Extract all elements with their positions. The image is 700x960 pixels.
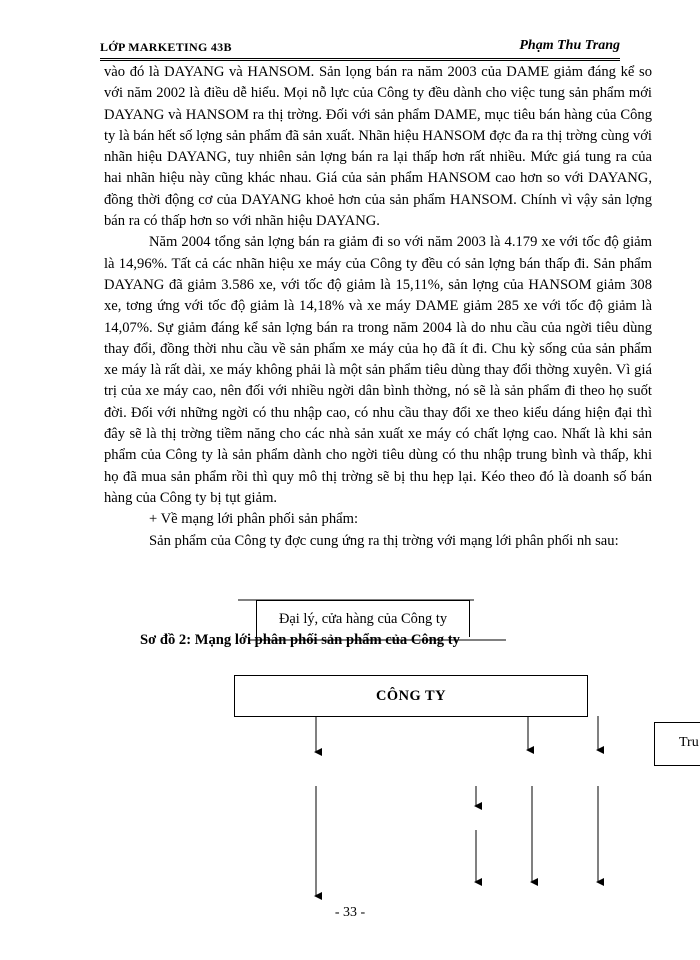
header-author-name: Phạm Thu Trang <box>519 38 620 53</box>
side-channel-box <box>654 722 700 766</box>
paragraph-4: Sản phẩm của Công ty đợc cung ứng ra thị trờng với mạng lới phân phối nh sau: <box>149 532 619 549</box>
paragraph-3: + Về mạng lới phân phối sản phẩm: <box>149 511 359 528</box>
company-box <box>234 675 588 717</box>
dealer-store-box <box>256 600 470 637</box>
header-class-label: LỚP MARKETING 43B <box>100 40 232 54</box>
diagram-title: Sơ đồ 2: Mạng lới phân phối sản phẩm của Công ty <box>140 632 460 648</box>
page-number: - 33 - <box>334 905 366 920</box>
dealer-store-label: Đại lý, cửa hàng của Công ty <box>278 611 448 627</box>
paragraph-2: Năm 2004 tổng sản lợng bán ra giảm đi so với năm 2003 là 4.179 xe với tốc độ giảm là 14,96%. Tất cả các nhãn hiệu xe máy của Công ty đều có sản lợng bán thấp đi. Sản phẩm DAYANG đã giảm 3.586 xe, với tốc độ giảm là 15,11%, sản lợng của HANSOM giảm 308 xe, tơng ứng với tốc độ giảm là 14,18% và xe máy DAME giảm 285 xe với tốc độ giảm là 14,07%. Sự giảm đáng kể sản lợng bán ra trong năm 2004 là do nhu cầu của ngời tiêu dùng thay đổi, đồng thời nhu cầu về sản phẩm xe máy của họ đã ít đi. Chu kỳ sống của sản phẩm xe máy là rất dài, xe máy không phải là một sản phẩm tiêu dùng thay đổi thờng xuyên. Vì giá trị của xe máy cao, nên đối với nhiều ngời dân bình thờng, nó sẽ là sản phẩm đi theo họ suốt đời. Đối với những ngời có thu nhập cao, có nhu cầu thay đổi xe theo kiểu dáng hiện đại thì đây sẽ là thị trờng tiềm năng cho các nhà sản xuất xe máy có chất lợng cao. Nhất là khi sản phẩm của Công ty là sản phẩm dành cho ngời tiêu dùng có thu nhập trung bình và thấp, khi họ đã mua sản phẩm rồi thì quy mô thị trờng sẽ bị thu hẹp lại. Kéo theo đó là doanh số bán hàng của Công ty bị tụt giảm. <box>104 234 652 506</box>
paragraph-1: vào đó là DAYANG và HANSOM. Sản lọng bán ra năm 2003 của DAME giảm đáng kể so với năm 2002 là điều dễ hiểu. Mọi nỗ lực của Công ty đều dành cho việc tung sản phẩm mới DAYANG và HANSOM ra thị trờng. Đối với sản phẩm DAME, mục tiêu bán hàng của Công ty là bán hết số lợng sản phẩm đã sản xuất. Nhãn hiệu HANSOM đợc đa ra thị trờng cùng với nhãn hiệu DAYANG, tuy nhiên sản lợng bán ra lại thấp hơn rất nhiều. Mức giá tung ra của hai nhãn hiệu này cũng khác nhau. Giá của sản phẩm HANSOM cao hơn so với DAYANG, đồng thời động cơ của DAYANG khoẻ hơn của sản phẩm HANSOM. Chính vì vậy sản lợng bán ra có thấp hơn so với nhãn hiệu DAYANG. <box>104 64 652 230</box>
page-header <box>100 36 620 61</box>
side-channel-label: Tru <box>679 735 699 750</box>
company-label: CÔNG TY <box>375 688 446 704</box>
body-text <box>104 62 652 552</box>
